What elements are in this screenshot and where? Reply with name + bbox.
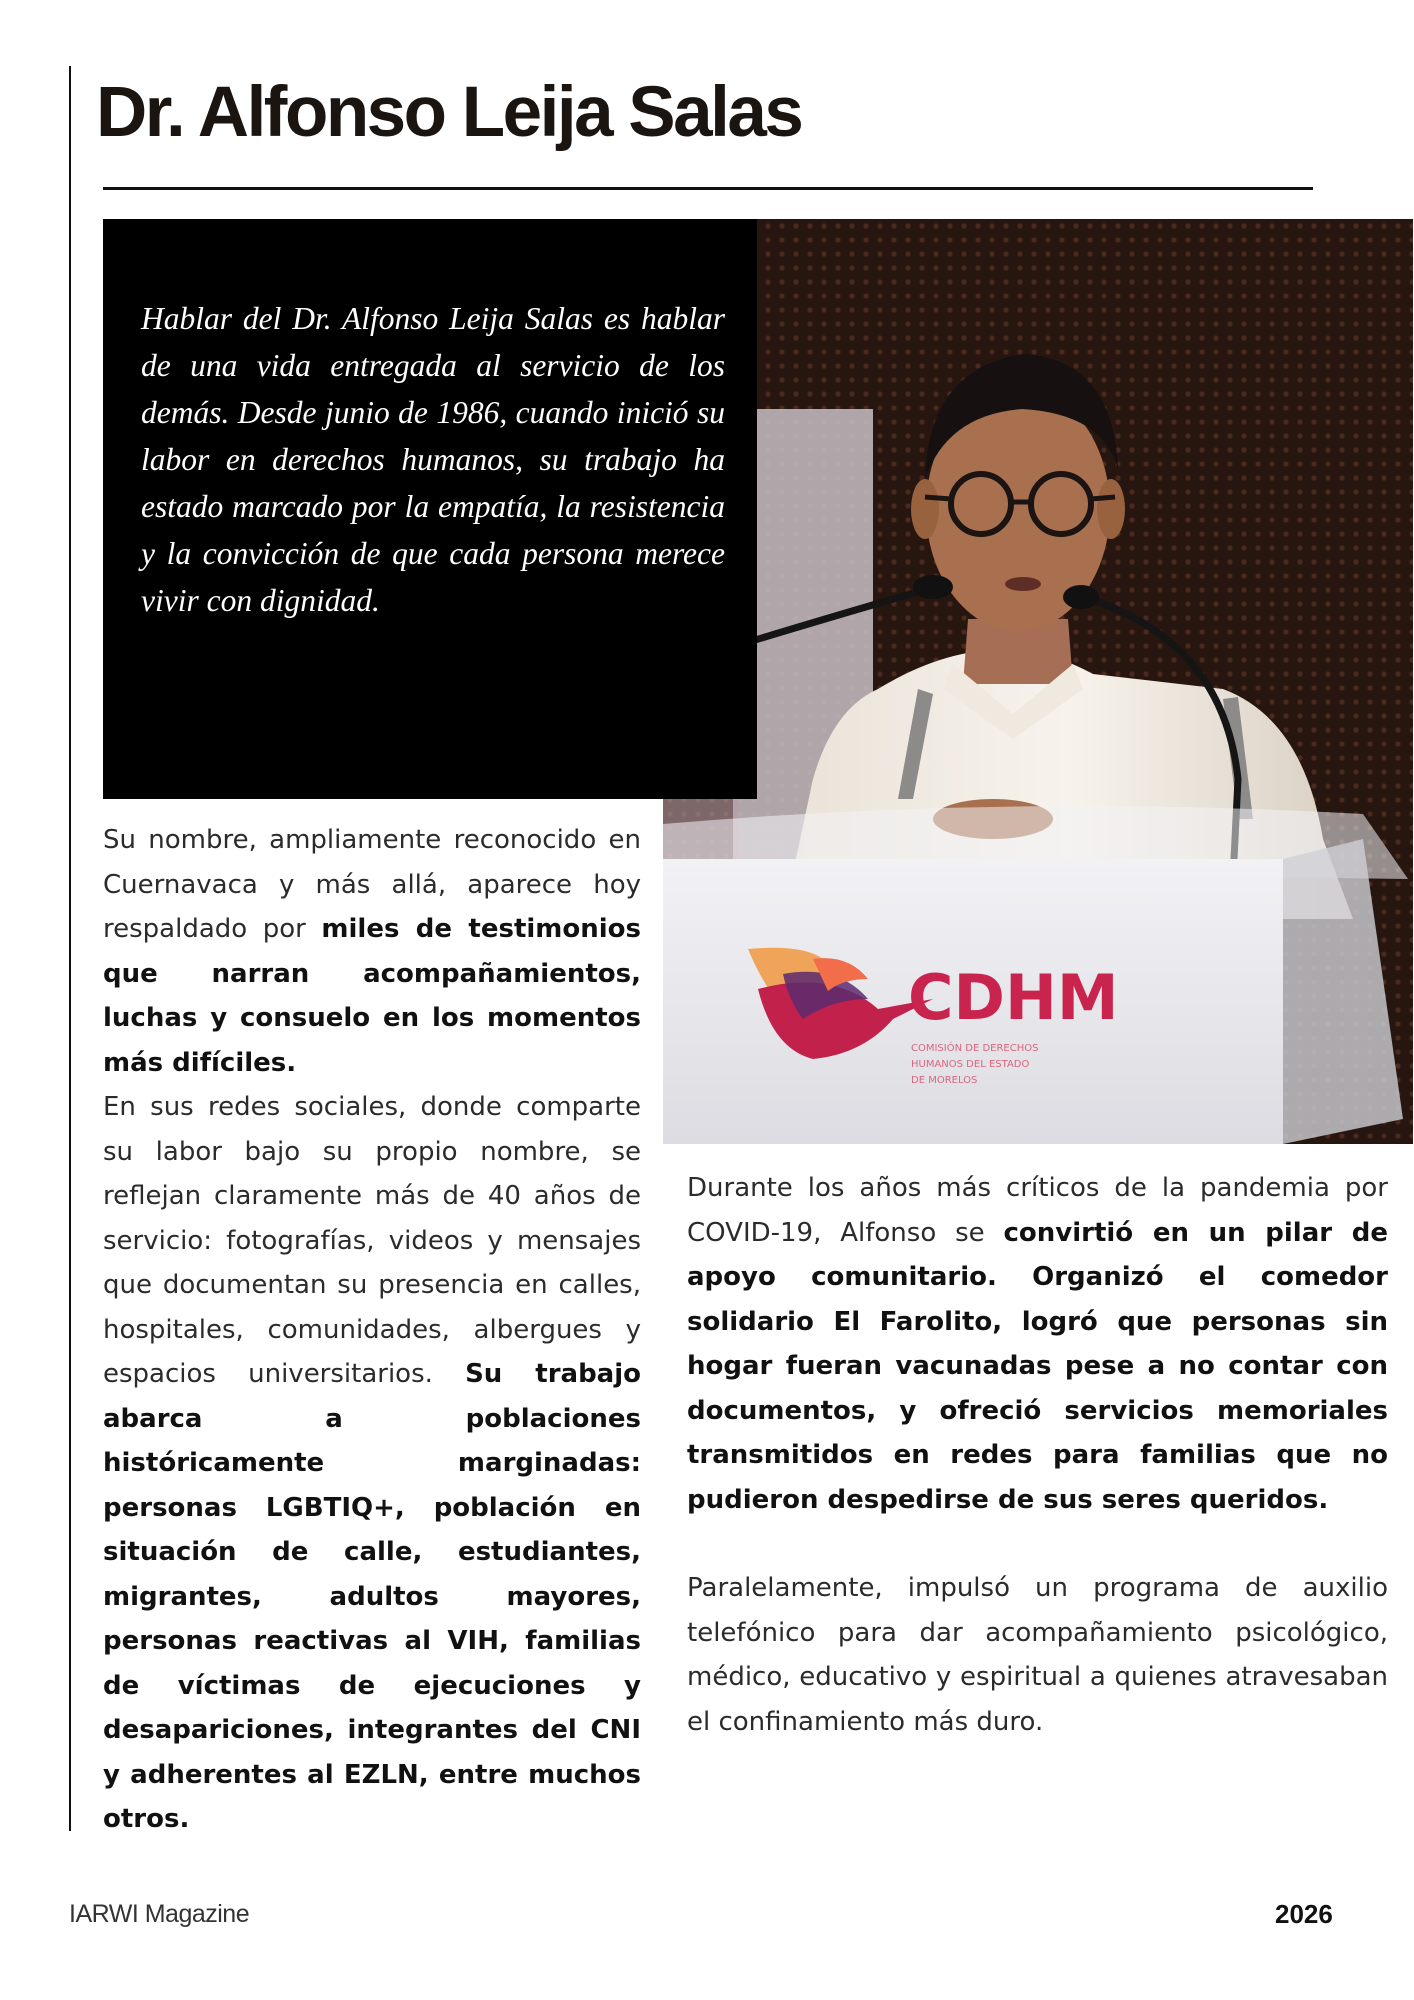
left-p1-text: Su nombre, ampliamente reconocido en Cuernavaca y más allá, aparece hoy respaldado por [103, 825, 641, 944]
margin-rule [69, 66, 71, 1831]
article-title: Dr. Alfonso Leija Salas [96, 73, 802, 152]
right-column [687, 1166, 1388, 1744]
right-paragraph-2: Paralelamente, impulsó un programa de auxilio telefónico para dar acompañamiento psicológico, médico, educativo y espiritual a quienes atravesaban el confinamiento más duro. [687, 1573, 1388, 1737]
left-paragraph-2 [103, 1085, 641, 1842]
left-p2-text: En sus redes sociales, donde comparte su labor bajo su propio nombre, se reflejan claramente más de 40 años de servicio: fotografías, videos y mensajes que documentan su presencia en calles, hospitales, comunidades, albergues y espacios universitarios. [103, 1092, 641, 1389]
logo-subtext-3: DE MORELOS [911, 1075, 978, 1086]
left-column [103, 818, 641, 1842]
pull-quote: Hablar del Dr. Alfonso Leija Salas es hablar de una vida entregada al servicio de los demás. Desde junio de 1986, cuando inició su labor en derechos humanos, su trabajo ha estado marcado por la empatía, la resistencia y la convicción de que cada persona merece vivir con dignidad. [141, 301, 725, 618]
logo-subtext-1: COMISIÓN DE DERECHOS [911, 1043, 1039, 1054]
footer-publication: IARWI Magazine [69, 1900, 250, 1928]
left-p1-bold: miles de testimonios que narran acompañamientos, luchas y consuelo en los momentos más difíciles. [103, 914, 641, 1078]
left-p2-bold: Su trabajo abarca a poblaciones históricamente marginadas: personas LGBTIQ+, población en situación de calle, estudiantes, migrantes, adultos mayores, personas reactivas al VIH, familias de víctimas de ejecuciones y desapariciones, integrantes del CNI y adherentes al EZLN, entre muchos otros. [103, 1359, 641, 1834]
speaker-photo [663, 219, 1413, 1144]
logo-text: CDHM [908, 961, 1119, 1034]
right-p1-bold: convirtió en un pilar de apoyo comunitario. Organizó el comedor solidario El Farolito, logró que personas sin hogar fueran vacunadas pese a no contar con documentos, y ofreció servicios memoriales transmitidos en redes para familias que no pudieron despedirse de sus seres queridos. [687, 1217, 1388, 1515]
right-p1-text: Durante los años más críticos de la pandemia por COVID-19, Alfonso se [687, 1173, 1388, 1248]
title-divider [103, 187, 1313, 190]
logo-subtext-2: HUMANOS DEL ESTADO [911, 1059, 1030, 1070]
footer-year: 2026 [1275, 1899, 1333, 1929]
left-paragraph-1 [103, 818, 641, 1085]
right-paragraph-1 [687, 1166, 1388, 1522]
pull-quote-box [103, 219, 757, 799]
